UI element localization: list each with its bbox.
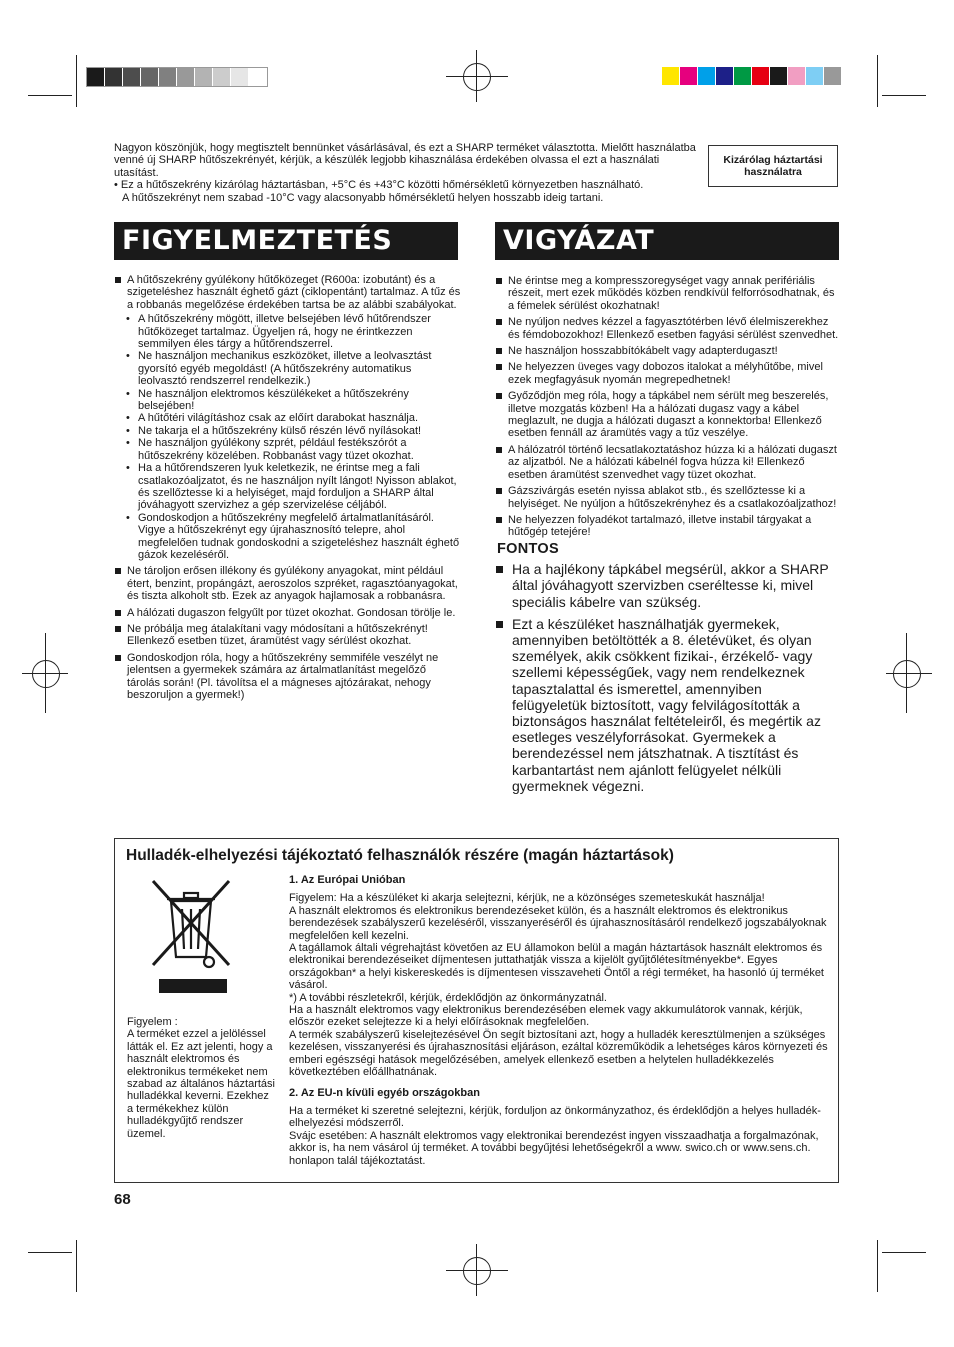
bullet-square-icon	[496, 348, 502, 354]
caution-item-text: Ne érintse meg a kompresszoregységet vagy annak perifériális részeit, mert ezek működés közben rendkívül felforrósodhatnak, és a fémelek sérülést okozhatnak!	[508, 275, 835, 312]
warning-heading: FIGYELMEZTETÉS	[114, 222, 458, 260]
caution-item	[495, 390, 840, 440]
warning-item-text: Ne tároljon erősen illékony és gyúlékony anyagokat, mint például étert, benzint, propángázt, aeroszolos szpréket, ragasztóanyagokat, és tiszta alkoholt stb. Ezek az anyagok hajlamosak a robbanásra.	[127, 565, 458, 603]
bullet-dot-icon: •	[126, 387, 130, 400]
caution-list	[495, 275, 840, 539]
color-swatch	[680, 67, 698, 85]
caution-item-text: Gázszivárgás esetén nyissa ablakot stb., és szellőztesse ki a helyiséget. Ne nyúljon a hűtőszekrényhez és a csatlakozóaljzathoz!	[508, 485, 837, 510]
bullet-dot-icon: •	[126, 511, 130, 524]
intro-bullet-continued: A hűtőszekrényt nem szabad -10°C vagy alacsonyabb hőmérsékletű helyen hosszabb ideig tartani.	[122, 191, 604, 204]
warning-sub-item	[114, 437, 462, 462]
disposal-info-box	[114, 838, 839, 1183]
warning-sub-item-text: Gondoskodjon a hűtőszekrény megfelelő ártalmatlanításáról. Vigye a hűtőszekrényt egy újrahasznosító telepre, ahol megfelelően tudnak gondoskodni a szigeteléshez használt éghető gázok kezeléséről.	[138, 511, 460, 561]
disposal-paragraph: A termék szabályszerű kiselejtezésével Ön segít biztosítani azt, hogy a hulladék keresztülmenjen a szükséges kezelésen, visszanyerési és újrahasznosítási eljáráson, ezáltal közreműködik a lehetséges káros környezeti és emberi egészségi hatások megelőzésében, amelyek ellenkező esetben a helytelen hulladékkezelés következtében előállhatnának.	[289, 1028, 828, 1079]
disposal-section-eu-title: 1. Az Európai Unióban	[289, 874, 406, 886]
color-swatch	[177, 68, 195, 86]
caution-item-text: Ne használjon hosszabbítókábelt vagy adapterdugaszt!	[508, 345, 778, 358]
color-swatch	[752, 67, 770, 85]
color-swatch	[788, 67, 806, 85]
important-item-text: Ezt a készüléket használhatják gyermekek, amennyiben betöltötték a 8. életévüket, és olyan személyek, akik csökkent fizikai-, érzékelő- vagy szellemi képességűek, vagy nem rendelkeznek tapasztalattal és ismerettel, amennyiben felügyeletük biztosított, vagy felvilágosították a biztonságos használat feltételeiről, és megértik az esetleges veszélyforrásokat. Gyermekek a berendezéssel nem játszhatnak. A tisztítást és karbantartást nem ajánlott felügyelet nélküli gyermeknek végezni.	[512, 615, 821, 794]
intro-paragraph: Nagyon köszönjük, hogy megtisztelt bennünket vásárlásával, és ezt a SHARP terméket választotta. Mielőtt használatba venné új SHARP hűtőszekrényét, kérjük, a készülék legjobb kihasználása érdekében olvassa el ezt a használati utasítást.	[114, 142, 696, 179]
warning-sub-item	[114, 462, 462, 512]
caution-item	[495, 514, 840, 539]
disposal-section-non-eu-title: 2. Az EU-n kívüli egyéb országokban	[289, 1086, 480, 1099]
color-swatch	[195, 68, 213, 86]
caution-item	[495, 316, 840, 341]
disposal-paragraph: Ha a terméket ki szeretné selejtezni, kérjük, forduljon az önkormányzathoz, és érdeklődjön a helyes hulladék-elhelyezési módszerről.	[289, 1104, 821, 1130]
warning-item-text: A hűtőszekrény gyúlékony hűtőközeget (R600a: izobutánt) és a szigeteléshez használt éghető gázt (ciklopentánt) tartalmaz. A tűz és a robbanás megelőzése érdekében tartsa be az alábbi szabályokat.	[127, 274, 461, 311]
warning-sub-item-text: Ha a hűtőrendszeren lyuk keletkezik, ne érintse meg a fali csatlakozóaljzatot, és ne használjon nyílt lángot! Nyisson ablakot, és szellőztesse ki a helyiséget, majd forduljon a SHARP által jóváhagyott szervizhez a gép szervizelése céljából.	[138, 462, 457, 512]
warning-sub-item	[114, 512, 462, 562]
warning-sub-item-text: Ne használjon mechanikus eszközöket, illetve a leolvasztást gyorsító egyéb megoldást! (A hűtőszekrény automatikus leolvasztó rendszerrel rendelkezik.)	[138, 350, 432, 388]
important-item-text: Ha a hajlékony tápkábel megsérül, akkor a SHARP által jóváhagyott szervizben cseréltesse ki, mivel speciális kábelre van szükség.	[512, 561, 829, 610]
disposal-text	[289, 874, 829, 1167]
warning-sub-item-text: Ne használjon elektromos készülékeket a hűtőszekrény belsejében!	[138, 387, 409, 413]
warning-item-text: Gondoskodjon róla, hogy a hűtőszekrény semmiféle veszélyt ne jelentsen a gyermekek számára az ártalmatlanítást megelőző tárolás során! (Pl. távolítsa el a mágneses ajtózárakat, nehogy beszoruljon a gyermek!)	[127, 651, 439, 701]
bullet-square-icon	[496, 621, 503, 628]
color-swatch	[716, 67, 734, 85]
disposal-section-non-eu	[289, 1105, 829, 1167]
intro-text	[114, 142, 696, 204]
warning-item	[114, 652, 462, 702]
bullet-square-icon	[496, 364, 502, 370]
warning-item	[114, 623, 462, 648]
warning-list	[114, 274, 462, 705]
disposal-title: Hulladék-elhelyezési tájékoztató felhasználók részére (magán háztartások)	[126, 847, 674, 864]
disposal-paragraph: Figyelem: Ha a készüléket ki akarja selejtezni, kérjük, ne a közönséges szemeteskukát használja!	[289, 892, 765, 905]
warning-sub-item-text: Ne használjon gyúlékony szprét, például festékszórót a hűtőszekrény közelében. Robbanást vagy tüzet okozhat.	[138, 437, 414, 462]
color-swatch	[87, 68, 105, 86]
crossed-out-wheelie-bin-icon	[151, 879, 231, 994]
warning-sub-item	[114, 425, 462, 437]
warning-item-text: A hálózati dugaszon felgyűlt por tüzet okozhat. Gondosan törölje le.	[127, 606, 456, 619]
bullet-square-icon	[496, 278, 502, 284]
grayscale-color-bar	[86, 67, 268, 87]
caution-item	[495, 444, 840, 481]
color-swatch	[213, 68, 231, 86]
bullet-dot-icon: •	[126, 313, 130, 326]
warning-sub-item	[114, 412, 462, 424]
color-swatch	[123, 68, 141, 86]
bullet-dot-icon: •	[126, 412, 130, 425]
disposal-side-note: Figyelem : A terméket ezzel a jelöléssel látták el. Ez azt jelenti, hogy a használt elektromos és elektronikus termékeket nem szabad az általános háztartási hulladékkal keverni. Ezekhez a termékekhez külön hulladékgyűjtő rendszer üzemel.	[127, 1016, 275, 1140]
warning-sub-item	[114, 350, 462, 387]
important-item	[495, 616, 840, 794]
bullet-square-icon	[115, 277, 121, 283]
color-swatch	[662, 67, 680, 85]
intro-bullet: • Ez a hűtőszekrény kizárólag háztartásban, +5°C és +43°C közötti hőmérsékletű környezetben használható.	[114, 179, 644, 192]
bullet-square-icon	[115, 568, 121, 574]
bullet-square-icon	[115, 626, 121, 632]
disposal-paragraph: *) A további részletekről, kérjük, érdeklődjön az önkormányzatnál.	[289, 991, 607, 1004]
color-swatch	[159, 68, 177, 86]
color-swatch	[824, 67, 842, 85]
important-heading: FONTOS	[497, 540, 559, 557]
warning-sub-list	[114, 313, 462, 561]
warning-sub-item-text: A hűtőszekrény mögött, illetve belsejében lévő hűtőrendszer hűtőközeget tartalmaz. Ügyeljen rá, hogy ne érintkezzen semmilyen éles tárgy a hűtőrendszerrel.	[138, 313, 431, 351]
color-swatch	[734, 67, 752, 85]
caution-item	[495, 485, 840, 510]
caution-item-text: Győződjön meg róla, hogy a tápkábel nem sérült meg beszerelés, illetve mozgatás közben! Ha a hálózati dugasz vagy a kábel meglazult, ne dugja a hálózati dugaszt a konnektorba! Ellenkező esetben fennáll az áramütés vagy a tűz veszélye.	[508, 390, 829, 440]
warning-sub-item	[114, 388, 462, 413]
warning-sub-item	[114, 313, 462, 350]
color-swatch	[770, 67, 788, 85]
warning-item	[114, 607, 462, 619]
process-color-bar	[662, 67, 842, 85]
important-list	[495, 561, 840, 794]
caution-item-text: Ne helyezzen üveges vagy dobozos italokat a mélyhűtőbe, mivel ezek megfagyásuk nyomán megrepedhetnek!	[508, 361, 823, 386]
warning-item-text: Ne próbálja meg átalakítani vagy módosítani a hűtőszekrényt! Ellenkező esetben tüzet, áramütést vagy sérülést okozhat.	[127, 622, 428, 648]
bullet-square-icon	[115, 610, 121, 616]
page-number: 68	[114, 1191, 131, 1208]
bullet-square-icon	[496, 393, 502, 399]
disposal-paragraph: A tagállamok általi végrehajtást követően az EU államokon belül a magán háztartások használt elektromos és elektronikai berendezéseiket díjmentesen juttathatják vissza a kijelölt gyűjtőlétesítményekbe*. Egyes országokban* a helyi kiskereskedés is díjmentesen visszaveheti Öntől a régi terméket, ha hasonló új terméket vásárol.	[289, 942, 824, 992]
solid-bar-mark	[159, 979, 227, 993]
disposal-paragraph: Svájc esetében: A használt elektromos vagy elektronikai berendezést ingyen visszaadhatja a forgalmazónak, akkor is, ha nem vásárol új terméket. A további begyűjtési lehetőségekről a www. swico.ch or www.sens.ch. honlapon talál tájékoztatást.	[289, 1129, 819, 1167]
bullet-dot-icon: •	[126, 424, 130, 437]
warning-item	[114, 565, 462, 602]
color-swatch	[249, 68, 267, 86]
bullet-square-icon	[496, 517, 502, 523]
caution-item-text: A hálózatról történő lecsatlakoztatáshoz húzza ki a hálózati dugaszt az aljzatból. Ne a hálózati kábelnél fogva húzza ki! Ellenkező esetben áramütést szenvedhet vagy tüzet okozhat.	[508, 443, 837, 481]
bullet-square-icon	[496, 566, 503, 573]
warning-sub-item-text: A hűtőtéri világításhoz csak az előírt darabokat használja.	[138, 412, 419, 425]
important-item	[495, 561, 840, 610]
bullet-dot-icon: •	[126, 350, 130, 363]
caution-item	[495, 275, 840, 312]
caution-heading: VIGYÁZAT	[495, 222, 839, 260]
warning-item	[114, 274, 462, 311]
bullet-square-icon	[115, 655, 121, 661]
caution-item	[495, 361, 840, 386]
bullet-dot-icon: •	[126, 437, 130, 450]
color-swatch	[806, 67, 824, 85]
color-swatch	[141, 68, 159, 86]
bullet-square-icon	[496, 319, 502, 325]
caution-column	[495, 275, 840, 800]
bullet-square-icon	[496, 447, 502, 453]
color-swatch	[231, 68, 249, 86]
warning-sub-item-text: Ne takarja el a hűtőszekrény külső részén lévő nyílásokat!	[138, 424, 422, 437]
bullet-dot-icon: •	[126, 462, 130, 475]
bullet-square-icon	[496, 488, 502, 494]
disposal-paragraph: Ha a használt elektromos vagy elektronikus berendezésében elemek vagy akkumulátorok vannak, kérjük, először ezeket selejtezze ki a helyi előírásoknak megfelelően.	[289, 1004, 803, 1029]
caution-item-text: Ne helyezzen folyadékot tartalmazó, illetve instabil tárgyakat a hűtőgép tetejére!	[508, 513, 812, 539]
caution-item	[495, 345, 840, 357]
color-swatch	[698, 67, 716, 85]
caution-item-text: Ne nyúljon nedves kézzel a fagyasztótérben lévő élelmiszerekhez és fémdobozokhoz! Ellenkező esetben fagyási sérülést szenvedhet.	[508, 316, 839, 341]
disposal-paragraph: A használt elektromos és elektronikus berendezéseket külön, és a használt elektromos és elektronikus berendezések szabályszerű kezeléséről, visszanyeréséről és újrahasznosításáról rendelkező jogszabályoknak megfelelően kell kezelni.	[289, 904, 827, 942]
color-swatch	[105, 68, 123, 86]
household-only-label: Kizárólag háztartási használatra	[708, 145, 838, 187]
disposal-section-eu	[289, 892, 829, 1078]
